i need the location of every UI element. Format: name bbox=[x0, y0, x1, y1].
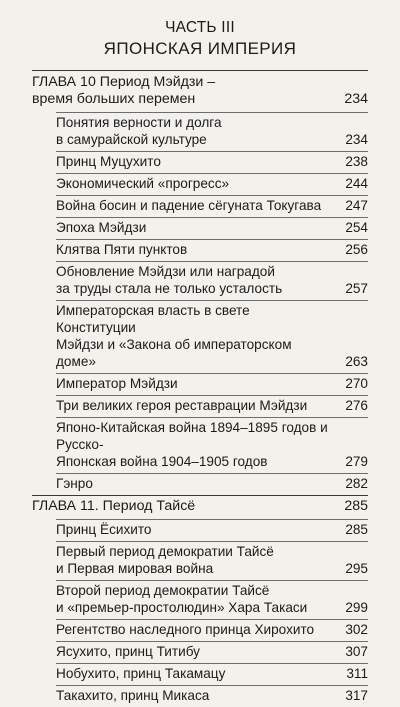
entry-title-line: Регентство наследного принца Хирохито bbox=[56, 622, 315, 637]
page-number: 263 bbox=[345, 354, 368, 369]
toc-entry bbox=[32, 641, 368, 663]
toc-entry bbox=[32, 261, 368, 300]
part-heading: ЧАСТЬ III bbox=[165, 19, 235, 36]
toc-entry bbox=[32, 300, 368, 373]
toc-entry bbox=[32, 395, 368, 417]
page-number: 307 bbox=[345, 644, 368, 659]
page-number: 244 bbox=[345, 176, 368, 191]
page-number: 247 bbox=[345, 198, 368, 213]
page-number: 238 bbox=[345, 154, 368, 169]
entry-title-line: Война босин и падение сёгуната Токугава bbox=[56, 198, 322, 213]
chapter-title-line: время больших перемен bbox=[32, 91, 196, 107]
entry-title-line: в самурайской культуре bbox=[56, 132, 207, 147]
page-number: 311 bbox=[346, 666, 368, 681]
chapter-title-line: ГЛАВА 11. Период Тайсё bbox=[32, 498, 196, 514]
page-number: 285 bbox=[344, 498, 368, 514]
page-number: 279 bbox=[345, 454, 368, 469]
entry-title-line: Экономический «прогресс» bbox=[56, 176, 230, 191]
page-number: 257 bbox=[345, 281, 368, 296]
toc-entry bbox=[32, 239, 368, 261]
page-number: 234 bbox=[345, 132, 368, 147]
entry-title-line: за труды стала не только усталость bbox=[56, 281, 283, 296]
toc-entry bbox=[32, 663, 368, 685]
toc-entry bbox=[32, 580, 368, 619]
entry-title-line: Обновление Мэйдзи или наградой bbox=[56, 264, 275, 279]
page-number: 295 bbox=[345, 561, 368, 576]
entry-title-line: Второй период демократии Тайсё bbox=[56, 583, 270, 598]
part-title: ЯПОНСКАЯ ИМПЕРИЯ bbox=[103, 39, 297, 58]
page-number: 234 bbox=[344, 91, 368, 107]
toc-entry bbox=[32, 373, 368, 395]
page-number: 282 bbox=[345, 476, 368, 491]
toc-entry bbox=[32, 685, 368, 707]
table-of-contents bbox=[32, 70, 368, 707]
entry-title-line: Император Мэйдзи bbox=[56, 376, 178, 391]
entry-title-line: Эпоха Мэйдзи bbox=[56, 220, 147, 235]
entry-title-line: Мэйдзи и «Закона об императорском доме» bbox=[56, 337, 292, 369]
entry-title-line: Первый период демократии Тайсё bbox=[56, 544, 274, 559]
entry-title-line: Клятва Пяти пунктов bbox=[56, 242, 188, 257]
toc-entry bbox=[32, 195, 368, 217]
entry-title-line: и «премьер-простолюдин» Хара Такаси bbox=[56, 600, 308, 615]
toc-entry bbox=[32, 151, 368, 173]
chapter-title-line: ГЛАВА 10 Период Мэйдзи – bbox=[32, 74, 216, 90]
chapter-heading bbox=[32, 70, 368, 112]
toc-entry bbox=[32, 519, 368, 541]
entry-title-line: Нобухито, принц Такамацу bbox=[56, 666, 226, 681]
entry-title-line: Японо-Китайская война 1894–1895 годов и Русско- bbox=[56, 420, 328, 452]
entry-title-line: Гэнро bbox=[56, 476, 93, 491]
page-number: 270 bbox=[345, 376, 368, 391]
toc-entry bbox=[32, 417, 368, 473]
toc-entry bbox=[32, 173, 368, 195]
page-number: 254 bbox=[345, 220, 368, 235]
entry-title-line: Три великих героя реставрации Мэйдзи bbox=[56, 398, 308, 413]
entry-title-line: Принц Муцухито bbox=[56, 154, 161, 169]
toc-entry bbox=[32, 619, 368, 641]
page-number: 256 bbox=[345, 242, 368, 257]
page-number: 317 bbox=[345, 688, 368, 703]
page-number: 285 bbox=[345, 522, 368, 537]
page-number: 302 bbox=[345, 622, 368, 637]
toc-entry bbox=[32, 217, 368, 239]
chapter-heading bbox=[32, 495, 368, 519]
entry-title-line: Ясухито, принц Титибу bbox=[56, 644, 200, 659]
entry-title-line: Императорская власть в свете Конституции bbox=[56, 303, 250, 335]
toc-entry bbox=[32, 473, 368, 495]
entry-title-line: Японская война 1904–1905 годов bbox=[56, 454, 268, 469]
toc-entry bbox=[32, 541, 368, 580]
toc-entry bbox=[32, 112, 368, 151]
entry-title-line: Такахито, принц Микаса bbox=[56, 688, 210, 703]
entry-title-line: Принц Ёсихито bbox=[56, 522, 152, 537]
page-number: 299 bbox=[345, 600, 368, 615]
entry-title-line: Понятия верности и долга bbox=[56, 115, 222, 130]
entry-title-line: и Первая мировая война bbox=[56, 561, 214, 576]
page-number: 276 bbox=[345, 398, 368, 413]
